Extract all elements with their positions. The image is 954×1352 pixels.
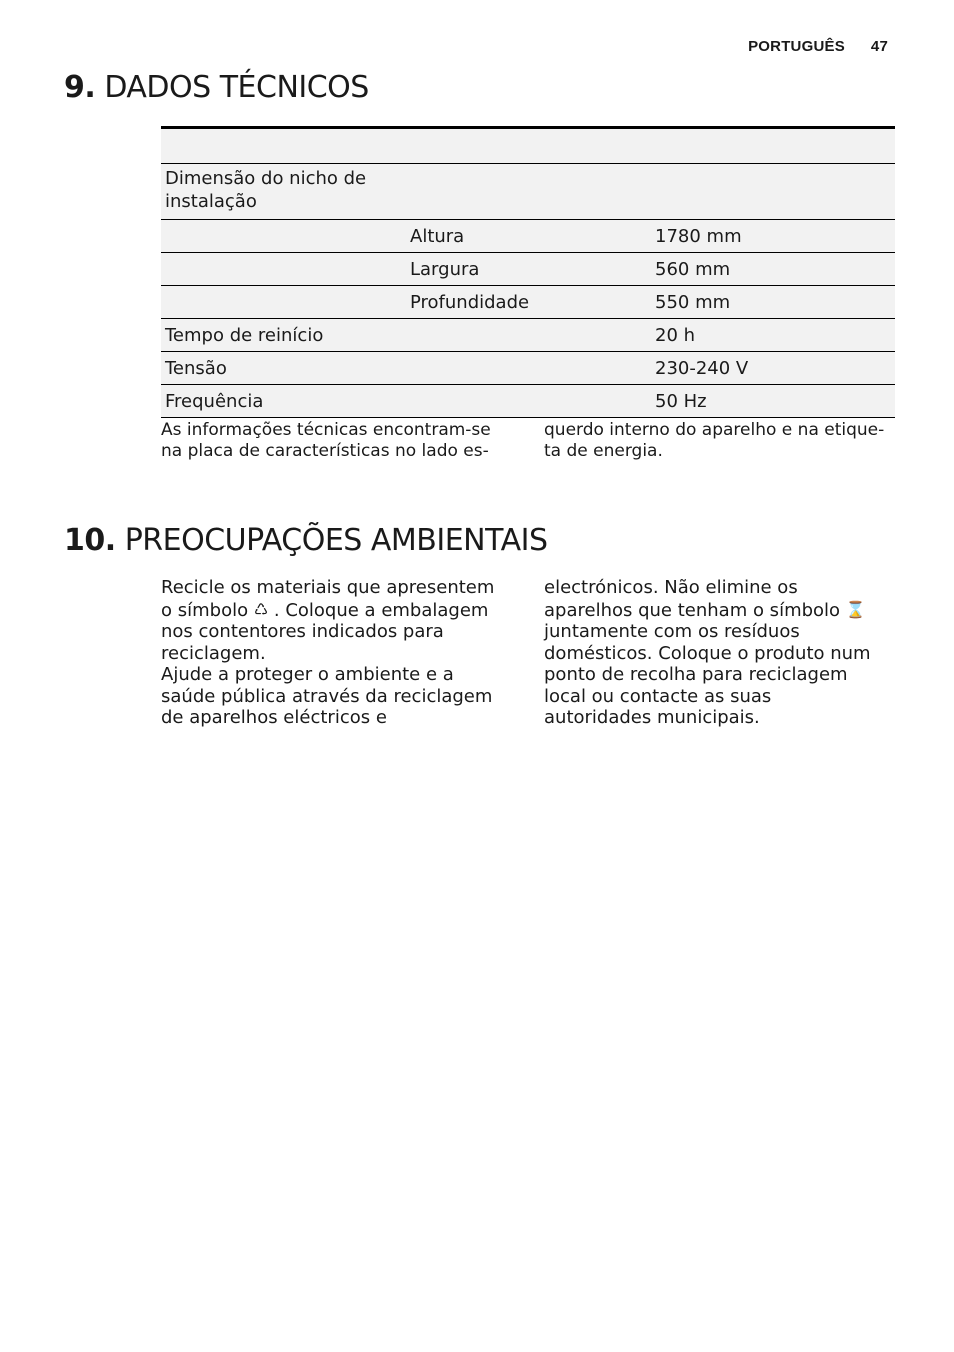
table-row	[161, 385, 895, 418]
table-header-cell	[161, 129, 406, 163]
table-header-cell	[406, 129, 651, 163]
table-cell: Profundidade	[410, 291, 530, 313]
table-cell: Altura	[410, 225, 465, 247]
env-right-text-2: juntamente com os resíduos domésticos. Coloque o produto num ponto de recolha para reciclagem local ou contacte as suas autoridades municipais.	[544, 621, 871, 728]
environment-text-left	[161, 577, 501, 729]
section-10-heading: PREOCUPAÇÕES AMBIENTAIS	[124, 523, 548, 558]
tech-note-left: As informações técnicas encontram-se na placa de características no lado es-	[161, 420, 491, 461]
table-cell: 1780 mm	[655, 225, 742, 247]
env-left-text-2: . Coloque a embalagem nos contentores indicados para reciclagem. Ajude a proteger o ambiente e a saúde pública através da reciclagem de aparelhos eléctricos e	[161, 599, 493, 728]
section-9-heading: DADOS TÉCNICOS	[104, 70, 369, 105]
table-cell: Largura	[410, 258, 480, 280]
table-header-cell	[651, 129, 895, 163]
section-9-title	[64, 70, 369, 105]
table-cell: Frequência	[165, 390, 264, 412]
table-row	[161, 319, 895, 352]
env-right-text-1: electrónicos. Não elimine os aparelhos que tenham o símbolo	[544, 577, 841, 621]
section-10-title	[64, 523, 548, 558]
tech-data-table	[161, 126, 895, 418]
table-row	[161, 253, 895, 286]
section-9-number: 9.	[64, 70, 96, 105]
page-number: 47	[870, 38, 888, 55]
table-cell: 560 mm	[655, 258, 731, 280]
table-row	[161, 352, 895, 385]
table-cell: Tempo de reinício	[165, 324, 324, 346]
table-row	[161, 286, 895, 319]
header-language: PORTUGUÊS	[748, 38, 845, 55]
table-cell: 20 h	[655, 324, 696, 346]
env-left-text-1: Recicle os materiais que apresentem o símbolo	[161, 577, 495, 621]
table-header-row	[161, 129, 895, 164]
table-cell: 550 mm	[655, 291, 731, 313]
table-cell: 50 Hz	[655, 390, 707, 412]
table-cell: Tensão	[165, 357, 227, 379]
weee-bin-icon: ⌛	[845, 599, 866, 619]
page-header	[748, 38, 888, 55]
section-10-number: 10.	[64, 523, 116, 558]
table-row	[161, 220, 895, 253]
table-cell: 230-240 V	[655, 357, 749, 379]
niche-dimension-label: Dimensão do nicho de instalação	[165, 168, 367, 212]
recycle-icon: ♺	[253, 599, 269, 619]
tech-note-right: querdo interno do aparelho e na etique- ta de energia.	[544, 420, 885, 461]
environment-text-right	[544, 577, 889, 729]
table-group-row	[161, 164, 895, 220]
